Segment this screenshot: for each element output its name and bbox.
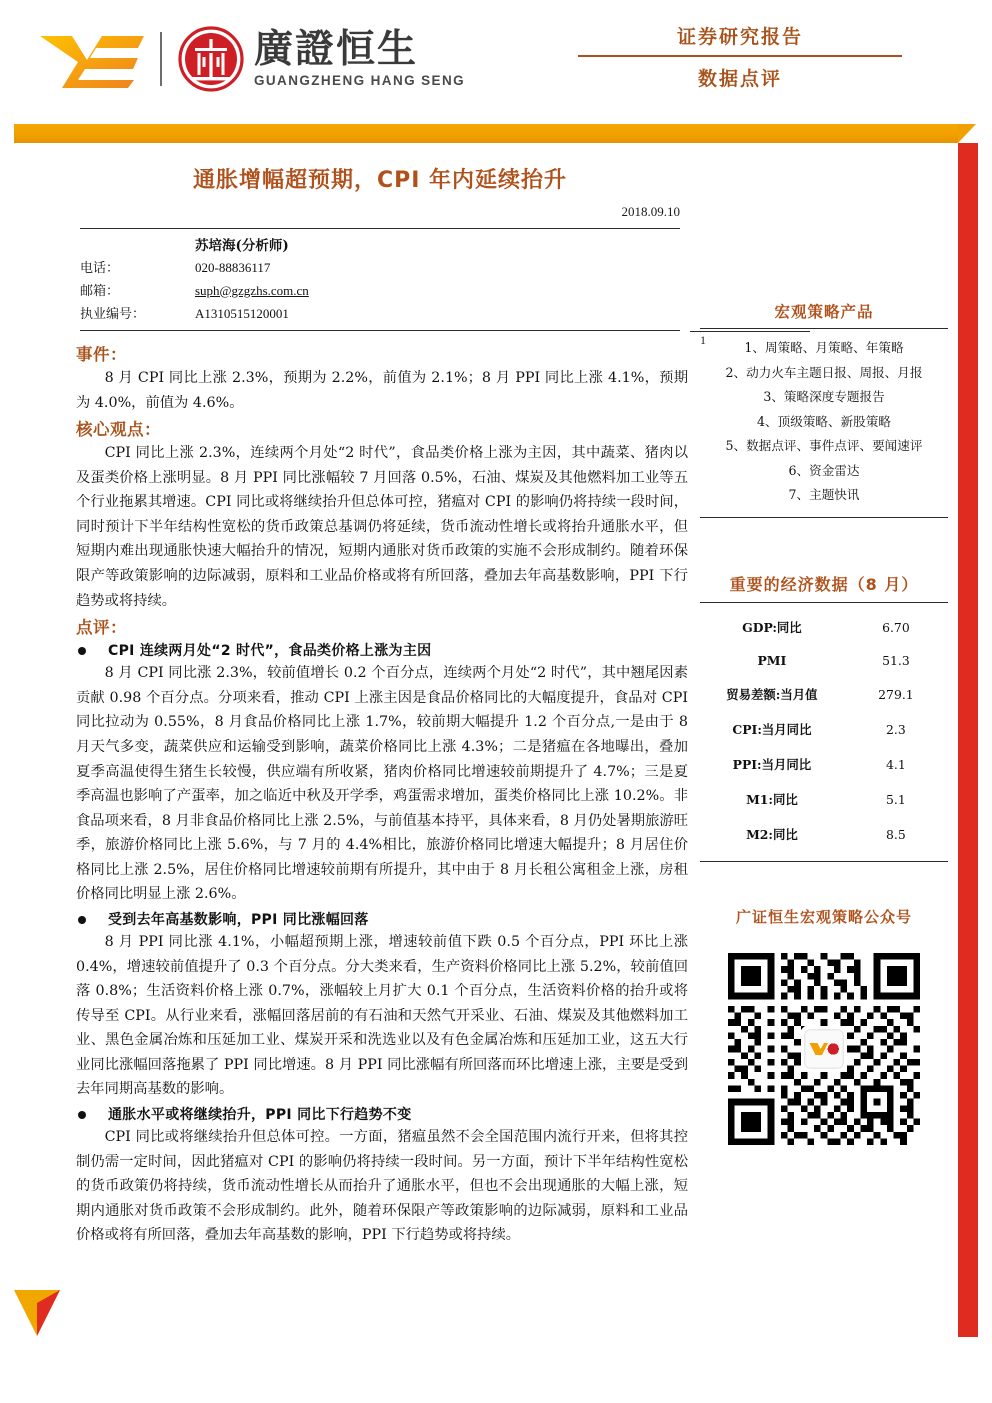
bullet-dot-icon [78, 647, 86, 655]
bullet-heading-2 [76, 909, 688, 929]
ye-logo-icon [38, 28, 148, 90]
report-type: 证券研究报告 [676, 26, 803, 48]
section-heading-comment: 点评： [76, 618, 127, 638]
list-item: 4、顶级策略、新股策略 [757, 413, 891, 429]
list-item: 6、资金雷达 [788, 462, 860, 478]
right-red-bar [958, 143, 978, 1337]
table-row [700, 782, 948, 817]
econ-key: M2:同比 [746, 827, 798, 843]
table-row [700, 817, 948, 852]
list-item: 1、周策略、月策略、年策略 [744, 340, 904, 355]
econ-value: 8.5 [886, 826, 906, 842]
company-seal-icon [178, 26, 244, 92]
header-rule [578, 55, 902, 57]
sidebar-products-title: 宏观策略产品 [774, 303, 874, 321]
econ-value: 2.3 [886, 721, 906, 737]
phone-label: 电话： [80, 260, 120, 275]
table-row [700, 610, 948, 645]
analyst-name: 苏培海(分析师) [195, 238, 289, 254]
economic-data-title: 重要的经济数据（8 月） [729, 574, 919, 594]
bullet-dot-icon [78, 916, 86, 924]
economic-data-block [700, 572, 948, 862]
logo-divider [160, 32, 162, 86]
table-row [700, 645, 948, 677]
bullet-label-1: CPI 连续两月处“2 时代”，食品类价格上涨为主因 [108, 643, 432, 660]
author-info-box [80, 228, 680, 331]
qr-code-block [700, 906, 948, 1150]
section-heading-core-view: 核心观点： [76, 420, 161, 440]
license-label: 执业编号： [80, 305, 146, 321]
econ-value: 5.1 [886, 791, 906, 807]
license-value: A1310515120001 [195, 305, 289, 321]
report-type-block [578, 22, 902, 91]
econ-key: CPI:当月同比 [732, 722, 812, 738]
page-number: 1 [700, 333, 706, 347]
table-row [700, 712, 948, 747]
page-header [0, 0, 992, 112]
econ-value: 4.1 [886, 756, 906, 772]
report-subtype: 数据点评 [697, 68, 782, 90]
qr-code-title: 广证恒生宏观策略公众号 [735, 907, 912, 926]
main-content [76, 340, 688, 1248]
analyst-phone-row [80, 257, 680, 280]
brand-text [254, 26, 466, 89]
section-heading-event: 事件： [76, 345, 127, 364]
bullet-label-3: 通胀水平或将继续抬升，PPI 同比下行趋势不变 [108, 1107, 412, 1124]
econ-key: M1:同比 [746, 792, 798, 808]
econ-key: PPI:当月同比 [732, 757, 812, 773]
wechat-qr-code-image[interactable] [728, 953, 920, 1145]
econ-value: 279.1 [878, 686, 914, 702]
report-date: 2018.09.10 [621, 204, 680, 219]
company-logo [38, 26, 465, 92]
brand-name-en: GUANGZHENG HANG SENG [254, 73, 466, 89]
email-value[interactable]: suph@gzgzhs.com.cn [195, 282, 309, 298]
brand-name-cn: 廣證恒生 [254, 26, 419, 72]
sidebar-products-list [700, 328, 948, 518]
table-row [700, 747, 948, 782]
top-bar-corner-tip [958, 124, 976, 143]
top-orange-bar [14, 124, 958, 143]
bullet-body-1: 8 月 CPI 同比涨 2.3%，较前值增长 0.2 个百分点，连续两个月处“2 时代”，其中翘尾因素贡献 0.98 个百分点。分项来看，推动 CPI 上涨主因是食品价格同比的大幅度提升，食品对 CPI 同比拉动为 0.55%，8 月食品价格同比上涨 1.7%，较前期大幅提升 1.2 个百分点,一是由于 8 月天气多变，蔬菜供应和运输受到影响，蔬菜价格同比上涨 4.3%；二是猪瘟在各地曝出，叠加夏季高温使得生猪生长较慢，供应端有所收紧，猪肉价格同比增速较前期提升了 4.7%；三是夏季高温也影响了产蛋率，加之临近中秋及开学季，鸡蛋需求增加，蛋类价格同比上涨 10.2%。非食品项来看，8 月非食品价格同比上涨 2.5%，与前值基本持平，具体来看，8 月仍处暑期旅游旺季，旅游价格同比上涨 5.6%，与 7 月的 4.4%相比，旅游价格同比增速大幅提升；8 月居住价格同比上涨 2.5%，居住价格同比增速较前期有所提升，其中由于 8 月长租公寓租金上涨，房租价格同比明显上涨 2.6%。 [76, 665, 688, 903]
section-body-event: 8 月 CPI 同比上涨 2.3%，预期为 2.2%，前值为 2.1%；8 月 PPI 同比上涨 4.1%，预期为 4.0%，前值为 4.6%。 [76, 370, 688, 411]
econ-value: 6.70 [882, 619, 910, 635]
list-item: 2、动力火车主题日报、周报、月报 [725, 364, 923, 380]
phone-value: 020-88836117 [195, 260, 271, 275]
economic-data-table [700, 610, 948, 852]
bullet-heading-1 [76, 640, 688, 660]
econ-value: 51.3 [882, 653, 910, 669]
table-row [700, 677, 948, 712]
list-item: 3、策略深度专题报告 [763, 389, 885, 405]
analyst-email-row [80, 280, 680, 303]
econ-key: 贸易差额:当月值 [726, 687, 818, 703]
list-item: 7、主题快讯 [788, 487, 860, 503]
section-body-core-view: CPI 同比上涨 2.3%，连续两个月处“2 时代”，食品类价格上涨为主因，其中蔬菜、猪肉以及蛋类价格上涨明显。8 月 PPI 同比涨幅较 7 月回落 0.5%，石油、煤炭及其他燃料加工业等五个行业拖累其增速。CPI 同比或将继续抬升但总体可控，猪瘟对 CPI 的影响仍将持续一段时间，同时预计下半年结构性宽松的货币政策总基调仍将延续，货币流动性增长或将抬升通胀水平，但短期内难出现通胀快速大幅抬升的情况，短期内通胀对货币政策的实施不会形成制约。随着环保限产等政策影响的边际减弱，原料和工业品价格或将有所回落，叠加去年高基数影响，PPI 下行趋势或将持续。 [76, 445, 688, 609]
bullet-dot-icon [78, 1111, 86, 1119]
list-item: 5、数据点评、事件点评、要闻速评 [725, 438, 923, 454]
bottom-left-corner-triangle [14, 1290, 60, 1336]
right-sidebar [700, 300, 948, 1150]
email-label: 邮箱： [80, 282, 120, 298]
page-title: 通胀增幅超预期，CPI 年内延续抬升 [192, 168, 568, 193]
bullet-heading-3 [76, 1104, 688, 1124]
analyst-license-row [80, 303, 680, 326]
economic-data-table-wrap [700, 602, 948, 862]
bullet-body-3: CPI 同比或将继续抬升但总体可控。一方面，猪瘟虽然不会全国范围内流行开来，但将其控制仍需一定时间，因此猪瘟对 CPI 的影响仍将持续一段时间。另一方面，预计下半年结构性宽松的货币政策仍将持续，货币流动性增长从而抬升了通胀水平，但也不会出现通胀的大幅上涨，短期内通胀对货币政策不会形成制约。此外，随着环保限产等政策影响的边际减弱，原料和工业品价格或将有所回落，叠加去年高基数的影响，PPI 下行趋势或将持续。 [76, 1129, 688, 1244]
bullet-body-2: 8 月 PPI 同比涨 4.1%，小幅超预期上涨，增速较前值下跌 0.5 个百分点，PPI 环比上涨 0.4%，增速较前值提升了 0.3 个百分点。分大类来看，生产资料价格同比上涨 5.2%，较前值回落 0.8%；生活资料价格上涨 0.7%，涨幅较上月扩大 0.1 个百分点，生活资料价格的抬升或将传导至 CPI。从行业来看，涨幅回落居前的有石油和天然气开采业、石油、煤炭及其他燃料加工业、黑色金属冶炼和压延加工业、煤炭开采和洗选业以及有色金属冶炼和压延加工业，这五大行业同比涨幅回落拖累了 PPI 同比增速。8 月 PPI 同比涨幅有所回落而环比增速上涨，主要是受到去年同期高基数的影响。 [76, 933, 688, 1098]
econ-key: PMI [757, 653, 787, 669]
bullet-label-2: 受到去年高基数影响，PPI 同比涨幅回落 [108, 911, 369, 928]
econ-key: GDP:同比 [742, 620, 802, 636]
